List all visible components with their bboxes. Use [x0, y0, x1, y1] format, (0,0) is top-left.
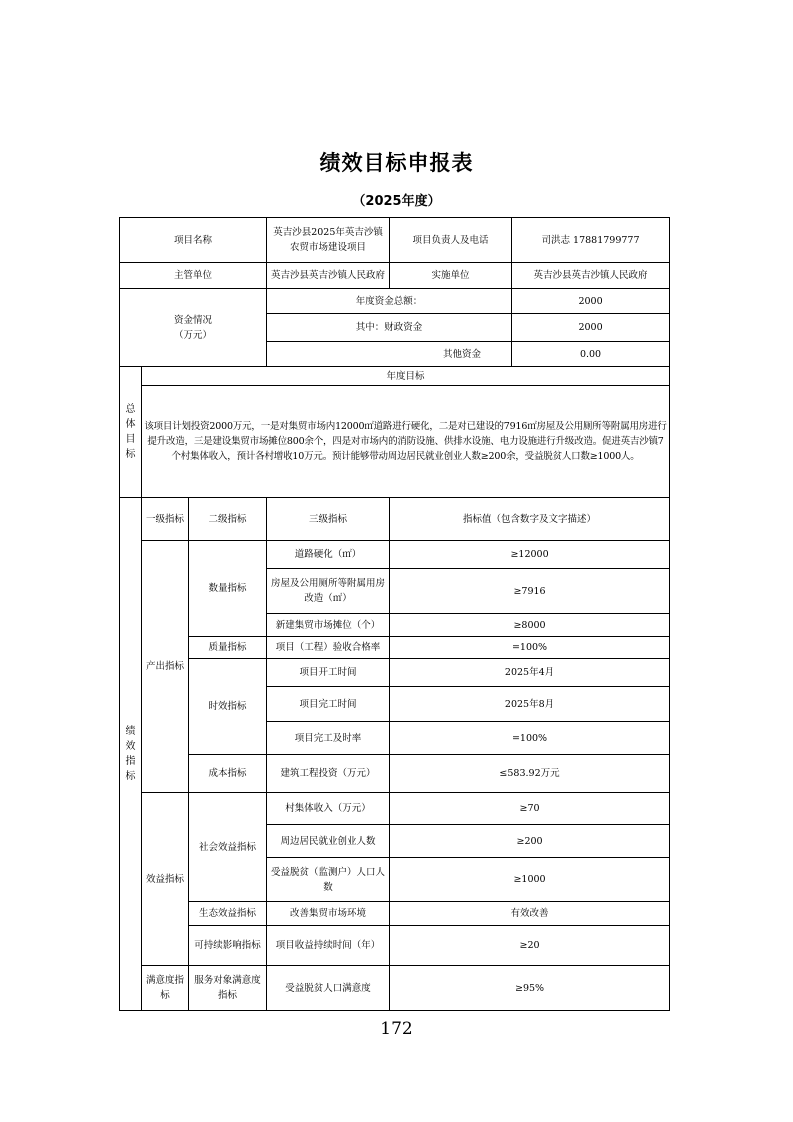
table-row: [120, 902, 670, 926]
quality-indicator-label: 质量指标: [189, 637, 267, 659]
overall-goal-header: 年度目标: [142, 367, 670, 386]
indicator-value: ≥7916: [390, 569, 670, 614]
funds-fiscal-label: 其中：财政资金: [267, 314, 512, 342]
overall-goal-text-row: [120, 386, 670, 498]
funds-row-total: [120, 289, 670, 314]
table-row: [120, 659, 670, 687]
output-indicator-label: 产出指标: [142, 541, 189, 793]
satisfaction-indicator-label: 满意度指标: [142, 966, 189, 1011]
indicator-name: 受益脱贫（监测户）人口人数: [267, 858, 390, 902]
header-level1: 一级指标: [142, 498, 189, 541]
indicator-name: 项目开工时间: [267, 659, 390, 687]
indicator-name: 项目完工及时率: [267, 722, 390, 755]
indicator-value: ≥12000: [390, 541, 670, 569]
service-satisfaction-label: 服务对象满意度指标: [189, 966, 267, 1011]
indicator-value: 2025年8月: [390, 687, 670, 722]
project-leader-value: 司洪志 17881799777: [512, 218, 670, 263]
performance-goal-table: [119, 217, 670, 1011]
indicator-name: 道路硬化（㎡）: [267, 541, 390, 569]
indicator-value: ≥1000: [390, 858, 670, 902]
funds-other-value: 0.00: [512, 342, 670, 367]
indicator-name: 受益脱贫人口满意度: [267, 966, 390, 1011]
indicator-name: 房屋及公用厕所等附属用房改造（㎡）: [267, 569, 390, 614]
indicator-value: ≤583.92万元: [390, 755, 670, 793]
indicator-value: 2025年4月: [390, 659, 670, 687]
timeliness-indicator-label: 时效指标: [189, 659, 267, 755]
funds-label-line1: 资金情况: [174, 314, 213, 326]
implementer-label: 实施单位: [390, 263, 512, 289]
table-row: [120, 541, 670, 569]
table-row: [120, 926, 670, 966]
quantity-indicator-label: 数量指标: [189, 541, 267, 637]
indicator-name: 项目收益持续时间（年）: [267, 926, 390, 966]
indicator-value: =100%: [390, 637, 670, 659]
funds-fiscal-value: 2000: [512, 314, 670, 342]
indicator-name: 项目（工程）验收合格率: [267, 637, 390, 659]
ecological-benefit-label: 生态效益指标: [189, 902, 267, 926]
implementer-value: 英吉沙县英吉沙镇人民政府: [512, 263, 670, 289]
indicator-value: ≥70: [390, 793, 670, 825]
authority-label: 主管单位: [120, 263, 267, 289]
table-row: [120, 755, 670, 793]
overall-goal-label: 总体目标: [120, 367, 142, 498]
indicator-value: =100%: [390, 722, 670, 755]
funds-label-line2: （万元）: [174, 329, 213, 341]
indicator-name: 项目完工时间: [267, 687, 390, 722]
header-level2: 二级指标: [189, 498, 267, 541]
page-title: 绩效目标申报表: [319, 151, 474, 175]
indicators-label: 绩效指标: [120, 498, 142, 1011]
indicator-name: 建筑工程投资（万元）: [267, 755, 390, 793]
indicator-header-row: [120, 498, 670, 541]
indicator-value: ≥8000: [390, 614, 670, 637]
funds-total-label: 年度资金总额：: [267, 289, 512, 314]
overall-goal-header-row: [120, 367, 670, 386]
page-subtitle: （2025年度）: [352, 194, 441, 209]
indicator-name: 村集体收入（万元）: [267, 793, 390, 825]
authority-row: [120, 263, 670, 289]
funds-other-label: 其他资金: [267, 342, 512, 367]
benefit-indicator-label: 效益指标: [142, 793, 189, 966]
cost-indicator-label: 成本指标: [189, 755, 267, 793]
project-leader-label: 项目负责人及电话: [390, 218, 512, 263]
overall-goal-text: 该项目计划投资2000万元，一是对集贸市场内12000㎡道路进行硬化，二是对已建设的7916㎡房屋及公用厕所等附属用房进行提升改造，三是建设集贸市场摊位800余个，四是对市场内的消防设施、供排水设施、电力设施进行升级改造。促进英吉沙镇7个村集体收入，预计各村增收10万元。预计能够带动周边居民就业创业人数≥200余，受益脱贫人口数≥1000人。: [142, 386, 670, 498]
indicator-name: 周边居民就业创业人数: [267, 825, 390, 858]
project-name-value: 英吉沙县2025年英吉沙镇农贸市场建设项目: [267, 218, 390, 263]
project-name-row: [120, 218, 670, 263]
indicator-value: ≥20: [390, 926, 670, 966]
social-benefit-label: 社会效益指标: [189, 793, 267, 902]
table-row: [120, 793, 670, 825]
table-row: [120, 637, 670, 659]
funds-label: [120, 289, 267, 367]
page-number: 172: [380, 1019, 413, 1039]
indicator-value: ≥95%: [390, 966, 670, 1011]
table-row: [120, 966, 670, 1011]
authority-value: 英吉沙县英吉沙镇人民政府: [267, 263, 390, 289]
header-value: 指标值（包含数字及文字描述）: [390, 498, 670, 541]
indicator-name: 新建集贸市场摊位（个）: [267, 614, 390, 637]
funds-total-value: 2000: [512, 289, 670, 314]
indicator-value: ≥200: [390, 825, 670, 858]
indicator-name: 改善集贸市场环境: [267, 902, 390, 926]
project-name-label: 项目名称: [120, 218, 267, 263]
indicator-value: 有效改善: [390, 902, 670, 926]
header-level3: 三级指标: [267, 498, 390, 541]
sustainable-impact-label: 可持续影响指标: [189, 926, 267, 966]
